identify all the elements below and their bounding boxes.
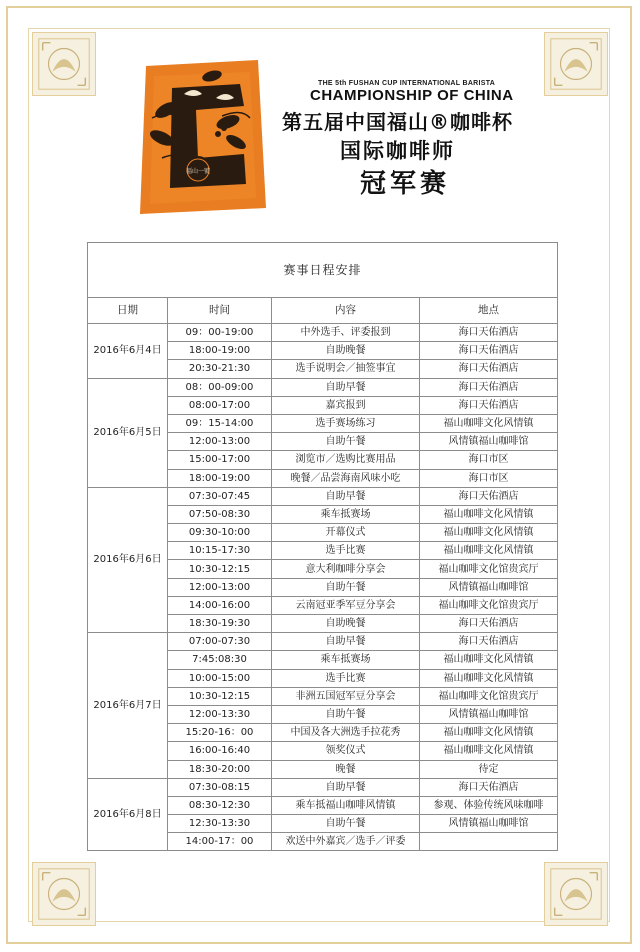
date-cell: 2016年6月7日 <box>88 633 168 779</box>
location-cell: 海口天佑酒店 <box>420 633 558 651</box>
location-cell: 福山咖啡文化风情镇 <box>420 505 558 523</box>
location-cell <box>420 833 558 851</box>
content-cell: 乘车抵福山咖啡风情镇 <box>272 796 420 814</box>
date-cell: 2016年6月4日 <box>88 324 168 379</box>
fushan-cup-logo-icon <box>132 58 272 216</box>
table-row <box>88 633 558 651</box>
location-cell: 风情镇福山咖啡馆 <box>420 578 558 596</box>
time-cell: 10:30-12:15 <box>168 560 272 578</box>
title-en-big: CHAMPIONSHIP OF CHINA <box>310 87 514 104</box>
time-cell: 08:30-12:30 <box>168 796 272 814</box>
time-cell: 07:50-08:30 <box>168 505 272 523</box>
location-cell: 福山咖啡文化风情镇 <box>420 651 558 669</box>
title-zh-line2: 国际咖啡师 <box>340 139 455 163</box>
content-cell: 自助午餐 <box>272 578 420 596</box>
content-cell: 晚餐 <box>272 760 420 778</box>
location-cell: 海口天佑酒店 <box>420 324 558 342</box>
championship-title <box>282 80 542 200</box>
content-cell: 欢送中外嘉宾／选手／评委 <box>272 833 420 851</box>
time-cell: 10:00-15:00 <box>168 669 272 687</box>
location-cell: 海口天佑酒店 <box>420 778 558 796</box>
logo-emblem-text: 福山一號 <box>185 168 211 175</box>
time-cell: 20:30-21:30 <box>168 360 272 378</box>
time-cell: 07:30-08:15 <box>168 778 272 796</box>
location-cell: 海口天佑酒店 <box>420 615 558 633</box>
time-cell: 08:00-17:00 <box>168 396 272 414</box>
schedule-table <box>87 242 558 851</box>
time-cell: 15:00-17:00 <box>168 451 272 469</box>
location-cell: 福山咖啡文化馆贵宾厅 <box>420 560 558 578</box>
content-cell: 云南冠亚季军豆分享会 <box>272 596 420 614</box>
location-cell: 风情镇福山咖啡馆 <box>420 815 558 833</box>
table-header-row <box>88 298 558 324</box>
time-cell: 12:00-13:00 <box>168 578 272 596</box>
corner-ornament-icon <box>544 862 608 926</box>
content-cell: 晚餐／品尝海南风味小吃 <box>272 469 420 487</box>
table-row <box>88 324 558 342</box>
column-header-time: 时间 <box>168 298 272 324</box>
content-cell: 嘉宾报到 <box>272 396 420 414</box>
content-cell: 乘车抵赛场 <box>272 651 420 669</box>
location-cell: 福山咖啡文化风情镇 <box>420 669 558 687</box>
content-cell: 自助早餐 <box>272 487 420 505</box>
time-cell: 14:00-16:00 <box>168 596 272 614</box>
time-cell: 09：00-19:00 <box>168 324 272 342</box>
content-cell: 自助午餐 <box>272 705 420 723</box>
location-cell: 福山咖啡文化风情镇 <box>420 724 558 742</box>
location-cell: 福山咖啡文化馆贵宾厅 <box>420 687 558 705</box>
location-cell: 风情镇福山咖啡馆 <box>420 433 558 451</box>
content-cell: 自助晚餐 <box>272 615 420 633</box>
time-cell: 08：00-09:00 <box>168 378 272 396</box>
corner-ornament-icon <box>544 32 608 96</box>
time-cell: 18:30-19:30 <box>168 615 272 633</box>
content-cell: 领奖仪式 <box>272 742 420 760</box>
time-cell: 15:20-16：00 <box>168 724 272 742</box>
schedule-body <box>88 324 558 851</box>
corner-ornament-icon <box>32 32 96 96</box>
title-zh-line1: 第五届中国福山®咖啡杯 <box>282 110 513 134</box>
content-cell: 自助晚餐 <box>272 342 420 360</box>
location-cell: 海口天佑酒店 <box>420 378 558 396</box>
location-cell: 海口市区 <box>420 469 558 487</box>
time-cell: 18:00-19:00 <box>168 342 272 360</box>
location-cell: 待定 <box>420 760 558 778</box>
content-cell: 浏览市／选购比赛用品 <box>272 451 420 469</box>
location-cell: 福山咖啡文化风情镇 <box>420 742 558 760</box>
time-cell: 18:00-19:00 <box>168 469 272 487</box>
content-cell: 自助午餐 <box>272 815 420 833</box>
time-cell: 10:30-12:15 <box>168 687 272 705</box>
location-cell: 海口市区 <box>420 451 558 469</box>
location-cell: 海口天佑酒店 <box>420 360 558 378</box>
location-cell: 风情镇福山咖啡馆 <box>420 705 558 723</box>
location-cell: 福山咖啡文化风情镇 <box>420 542 558 560</box>
time-cell: 7:45:08:30 <box>168 651 272 669</box>
content-cell: 自助早餐 <box>272 633 420 651</box>
content-cell: 乘车抵赛场 <box>272 505 420 523</box>
date-cell: 2016年6月5日 <box>88 378 168 487</box>
time-cell: 14:00-17：00 <box>168 833 272 851</box>
title-en-small: THE 5th FUSHAN CUP INTERNATIONAL BARISTA <box>318 80 496 87</box>
content-cell: 选手说明会／抽签事宜 <box>272 360 420 378</box>
time-cell: 18:30-20:00 <box>168 760 272 778</box>
content-cell: 非洲五国冠军豆分享会 <box>272 687 420 705</box>
location-cell: 海口天佑酒店 <box>420 342 558 360</box>
date-cell: 2016年6月6日 <box>88 487 168 633</box>
content-cell: 自助早餐 <box>272 778 420 796</box>
location-cell: 福山咖啡文化风情镇 <box>420 414 558 432</box>
table-row <box>88 378 558 396</box>
time-cell: 07:00-07:30 <box>168 633 272 651</box>
column-header-date: 日期 <box>88 298 168 324</box>
content-cell: 开幕仪式 <box>272 524 420 542</box>
corner-ornament-icon <box>32 862 96 926</box>
location-cell: 海口天佑酒店 <box>420 396 558 414</box>
time-cell: 09：15-14:00 <box>168 414 272 432</box>
content-cell: 选手比赛 <box>272 669 420 687</box>
content-cell: 自助早餐 <box>272 378 420 396</box>
location-cell: 海口天佑酒店 <box>420 487 558 505</box>
content-cell: 中国及各大洲选手拉花秀 <box>272 724 420 742</box>
time-cell: 12:30-13:30 <box>168 815 272 833</box>
content-cell: 意大利咖啡分享会 <box>272 560 420 578</box>
time-cell: 10:15-17:30 <box>168 542 272 560</box>
content-cell: 选手比赛 <box>272 542 420 560</box>
title-zh-line3: 冠军赛 <box>360 169 451 199</box>
time-cell: 09:30-10:00 <box>168 524 272 542</box>
location-cell: 参观、体验传统风味咖啡 <box>420 796 558 814</box>
time-cell: 12:00-13:30 <box>168 705 272 723</box>
location-cell: 福山咖啡文化风情镇 <box>420 524 558 542</box>
column-header-content: 内容 <box>272 298 420 324</box>
content-cell: 选手赛场练习 <box>272 414 420 432</box>
time-cell: 07:30-07:45 <box>168 487 272 505</box>
table-title: 赛事日程安排 <box>88 243 558 298</box>
table-row <box>88 778 558 796</box>
time-cell: 16:00-16:40 <box>168 742 272 760</box>
time-cell: 12:00-13:00 <box>168 433 272 451</box>
column-header-location: 地点 <box>420 298 558 324</box>
content-cell: 自助午餐 <box>272 433 420 451</box>
table-row <box>88 487 558 505</box>
content-cell: 中外选手、评委报到 <box>272 324 420 342</box>
date-cell: 2016年6月8日 <box>88 778 168 851</box>
location-cell: 福山咖啡文化馆贵宾厅 <box>420 596 558 614</box>
